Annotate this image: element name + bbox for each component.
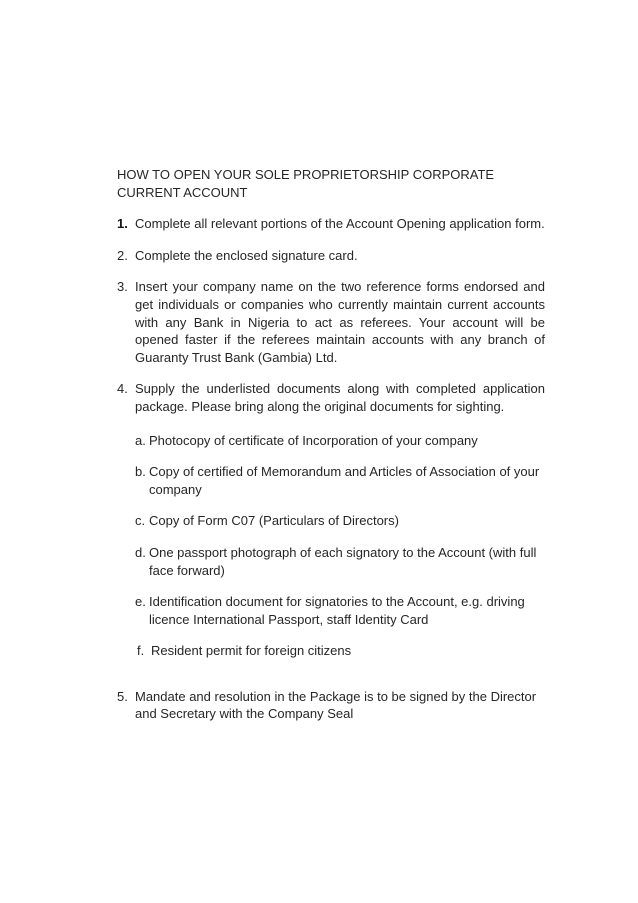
sub-list — [135, 432, 545, 660]
sub-item-letter: e. — [135, 594, 146, 610]
list-item-text: Complete all relevant portions of the Account Opening application form. — [135, 216, 545, 232]
list-item — [117, 380, 545, 674]
list-item — [117, 278, 545, 366]
sub-item-letter: b. — [135, 464, 146, 480]
sub-item-text: Identification document for signatories to the Account, e.g. driving licence International Passport, staff Identity Card — [149, 594, 525, 627]
sub-list-item — [135, 642, 545, 660]
list-item-text: Complete the enclosed signature card. — [135, 247, 358, 263]
list-item-number: 4. — [117, 381, 128, 397]
list-item-text: Insert your company name on the two reference forms endorsed and get individuals or companies who currently maintain current accounts with any Bank in Nigeria to act as referees. Your account will be opened faster if the referees maintain accounts with any branch of Guaranty Trust Bank (Gambia) Ltd. — [135, 279, 545, 365]
sub-item-letter: a. — [135, 432, 146, 448]
sub-list-item — [135, 593, 545, 628]
sub-list-item — [135, 512, 545, 530]
sub-item-text: Photocopy of certificate of Incorporation of your company — [149, 432, 478, 448]
list-item-text: Supply the underlisted documents along with completed application package. Please bring along the original documents for sighting. — [135, 381, 545, 414]
sub-item-text: One passport photograph of each signatory to the Account (with full face forward) — [149, 544, 537, 578]
sub-item-letter: c. — [135, 513, 146, 529]
page-title: HOW TO OPEN YOUR SOLE PROPRIETORSHIP CORPORATE CURRENT ACCOUNT — [117, 167, 495, 200]
sub-list-item — [135, 463, 545, 498]
list-item-body — [135, 380, 545, 674]
sub-list-item — [135, 432, 545, 450]
sub-item-letter: d. — [135, 544, 146, 560]
list-item-number: 5. — [117, 688, 128, 704]
list-item-number: 2. — [117, 247, 128, 263]
list-item — [117, 688, 545, 723]
list-item-text: Mandate and resolution in the Package is to be signed by the Director and Secretary with the Company Seal — [135, 688, 537, 722]
sub-item-text: Copy of certified of Memorandum and Articles of Association of your company — [149, 464, 540, 497]
sub-list-item — [135, 544, 545, 579]
list-item — [117, 247, 545, 265]
list-item — [117, 215, 545, 233]
list-item-number: 1. — [117, 216, 128, 232]
sub-item-text: Copy of Form C07 (Particulars of Directors) — [149, 513, 399, 529]
document-content — [117, 166, 545, 737]
list-item-number: 3. — [117, 279, 128, 295]
sub-item-text: Resident permit for foreign citizens — [151, 643, 352, 659]
sub-item-letter: f. — [137, 643, 145, 659]
